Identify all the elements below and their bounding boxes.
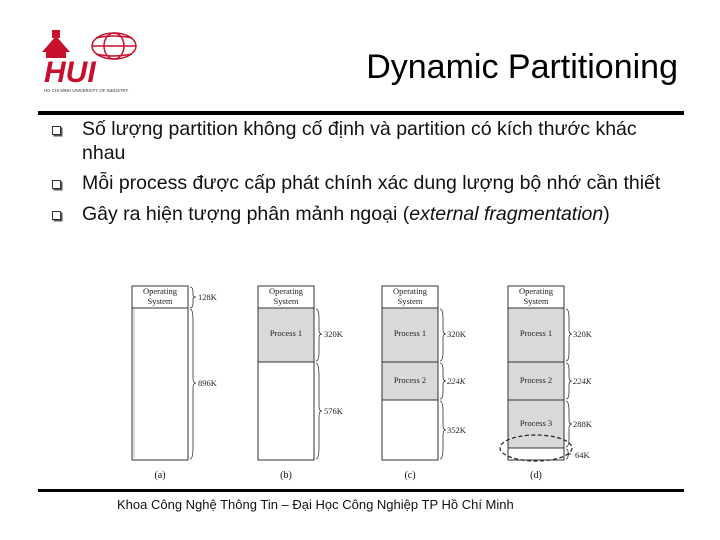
os-label-line2: System [273,296,299,306]
size-label: 896K [198,378,217,388]
brace-icon [190,287,196,308]
process-label: Process 1 [393,328,427,338]
size-label: 320K [573,329,592,339]
diagram-caption: (b) [280,470,292,481]
size-label: 128K [198,292,217,302]
brace-icon [440,363,446,399]
memory-column-a [132,286,218,481]
slide-title: Dynamic Partitioning [366,48,678,86]
brace-icon [190,309,196,459]
process-label: Process 1 [519,328,553,338]
os-label-line1: Operating [519,286,553,296]
brace-icon [440,401,446,459]
process-label: Process 1 [269,328,303,338]
logo-wordmark: HUI [44,56,96,89]
process-label: Process 2 [519,375,553,385]
memory-column-b [258,286,344,481]
size-label: 224K [447,376,466,386]
os-label-line1: Operating [269,286,303,296]
size-label: 64K [575,450,590,460]
diagram-caption: (d) [530,470,542,481]
bullet-text: Gây ra hiện tượng phân mảnh ngoại (external fragmentation) [82,202,610,225]
bullet-checkbox-icon [52,211,61,220]
diagram-caption: (c) [404,470,416,481]
brace-icon [316,309,322,361]
footer-text: Khoa Công Nghệ Thông Tin – Đại Học Công Nghiệp TP Hồ Chí Minh [117,497,514,512]
brace-icon [316,363,322,459]
process-label: Process 2 [393,375,427,385]
title-divider [38,111,684,115]
bullet-text: Số lượng partition không cố định và partition có kích thước khác nhau [82,118,637,164]
logo-subtext: HO CHI MINH UNIVERSITY OF INDUSTRY [44,88,129,93]
footer-divider [38,489,684,492]
brace-icon [566,401,572,447]
brace-icon [566,363,572,399]
bullet-item [52,118,672,165]
bullet-checkbox-icon [52,180,61,189]
os-label-line2: System [397,296,423,306]
diagram-caption: (a) [154,470,166,481]
os-label-line1: Operating [393,286,427,296]
bullet-checkbox-icon [52,126,61,135]
size-label: 576K [324,406,343,416]
bullet-italic-term: external fragmentation [409,202,604,225]
bullet-item [52,203,672,227]
bullet-list [52,118,672,233]
size-label: 320K [324,329,343,339]
brace-icon [566,309,572,361]
memory-column-c [382,286,467,481]
bullet-item [52,172,672,196]
memory-column-d [500,286,593,481]
size-label: 224K [573,376,592,386]
process-label: Process 3 [519,418,553,428]
memory-diagram [120,280,610,488]
size-label: 288K [573,419,592,429]
size-label: 352K [447,425,466,435]
os-label-line2: System [523,296,549,306]
brace-icon [440,309,446,361]
os-label-line1: Operating [143,286,177,296]
size-label: 320K [447,329,466,339]
bullet-text: Mỗi process được cấp phát chính xác dung lượng bộ nhớ cần thiết [82,172,661,194]
hui-logo [36,26,146,96]
os-label-line2: System [147,296,173,306]
